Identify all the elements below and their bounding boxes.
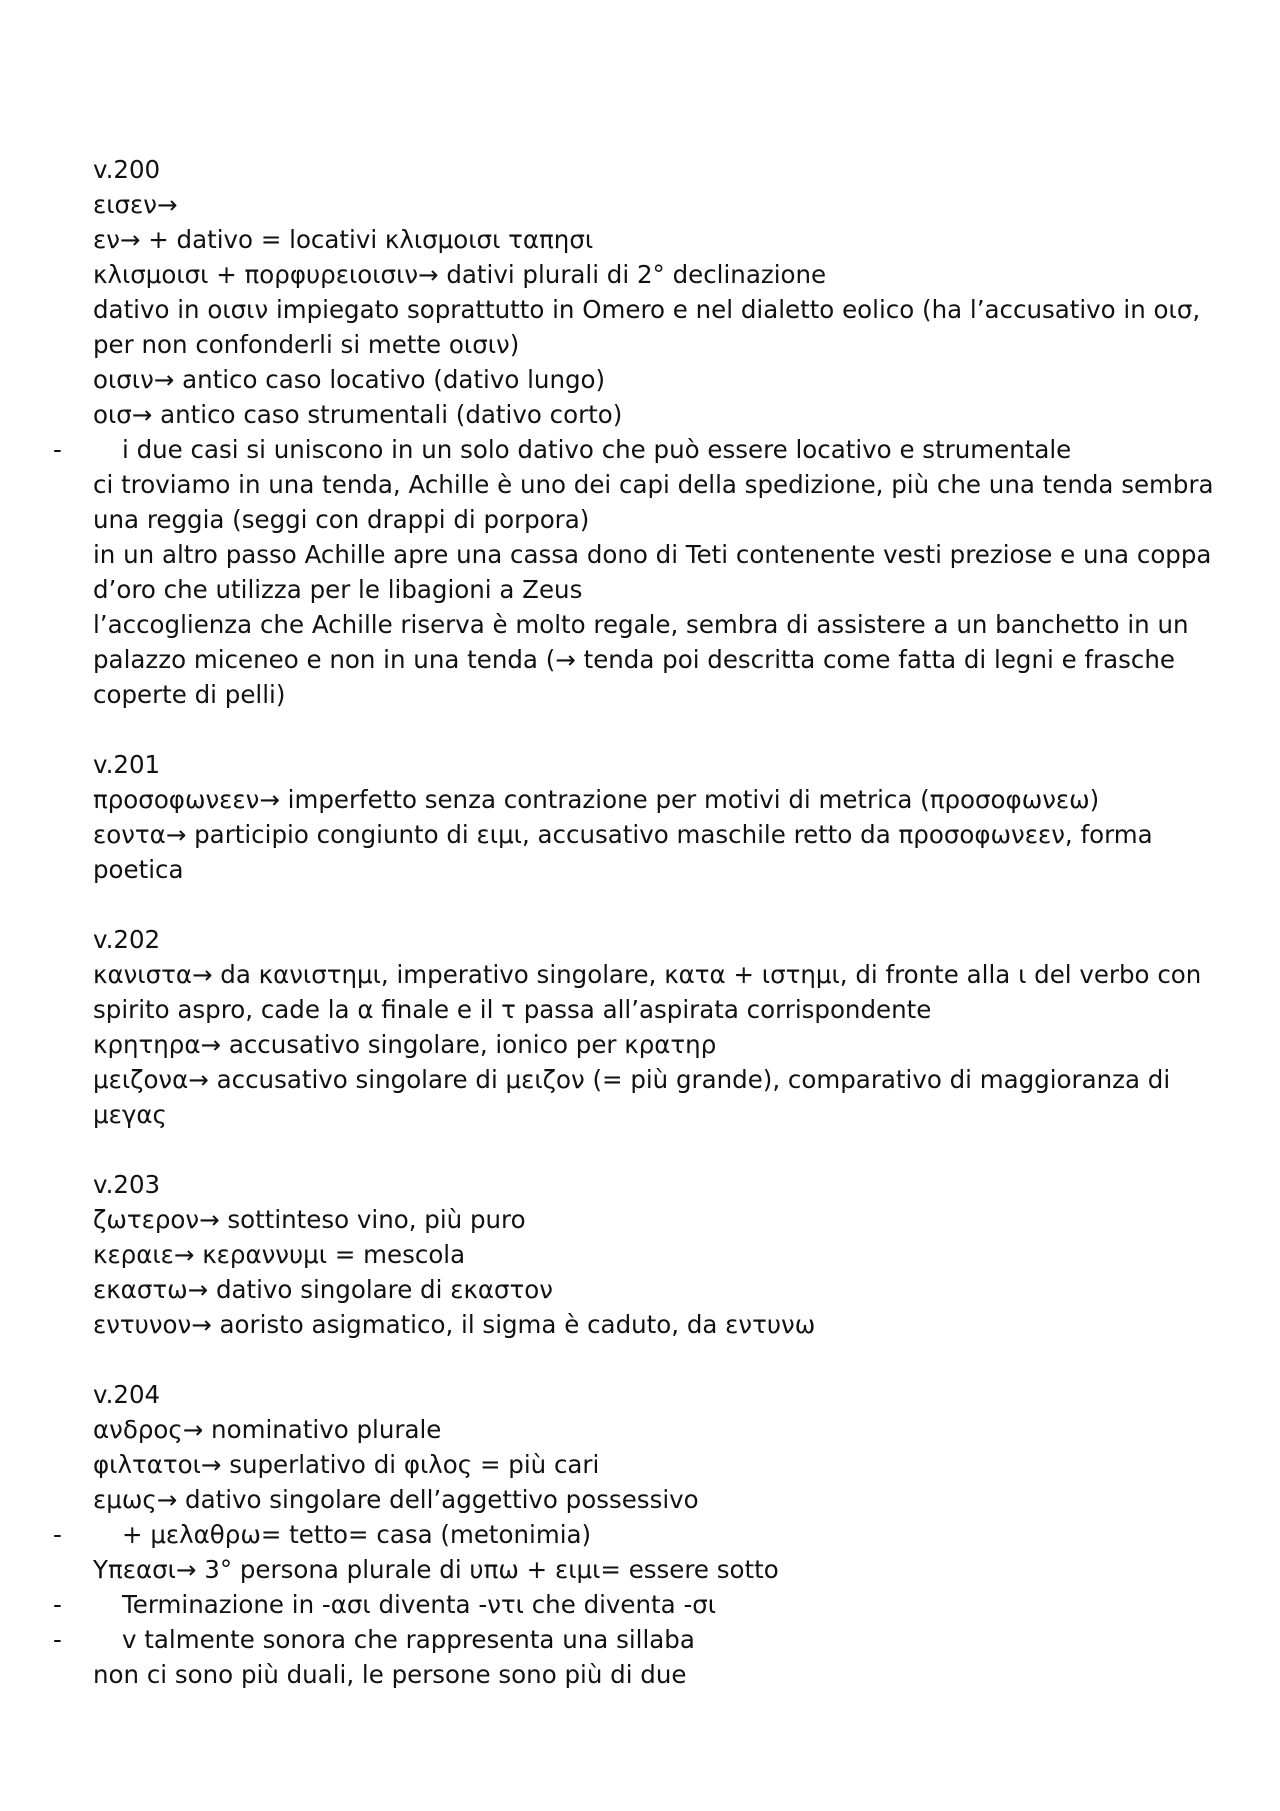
note-line: εοντα→ participio congiunto di ειμι, accusativo maschile retto da προσοφωνεεν, forma poetica: [93, 820, 1153, 884]
note-line: Υπεασι→ 3° persona plurale di υπω + ειμι= essere sotto: [93, 1555, 779, 1584]
verse-section: [93, 1167, 1223, 1342]
note-line: dativo in οισιν impiegato soprattutto in Omero e nel dialetto eolico (ha l’accusativo in οισ, per non confonderli si mette οισιν): [93, 295, 1201, 359]
note-line: κρητηρα→ accusativo singolare, ionico per κρατηρ: [93, 1030, 717, 1059]
note-line: εμως→ dativo singolare dell’aggettivo possessivo: [93, 1485, 699, 1514]
note-line: μειζονα→ accusativo singolare di μειζον (= più grande), comparativo di maggioranza di μεγας: [93, 1065, 1171, 1129]
note-line: φιλτατοι→ superlativo di φιλος = più cari: [93, 1450, 600, 1479]
note-line: εν→ + dativo = locativi κλισμοισι ταπησι: [93, 225, 594, 254]
note-text: + μελαθρω= tetto= casa (metonimia): [122, 1520, 592, 1549]
note-line: κλισμοισι + πορφυρειοισιν→ dativi plurali di 2° declinazione: [93, 260, 827, 289]
note-line: εκαστω→ dativo singolare di εκαστον: [93, 1275, 553, 1304]
bullet-line: [53, 1587, 1223, 1622]
note-text: Terminazione in -ασι diventa -ντι che diventa -σι: [122, 1590, 717, 1619]
verse-heading: v.204: [93, 1380, 161, 1409]
note-line: εντυνον→ aoristo asigmatico, il sigma è caduto, da εντυνω: [93, 1310, 816, 1339]
note-text: i due casi si uniscono in un solo dativo che può essere locativo e strumentale: [122, 435, 1072, 464]
dash-bullet: -: [53, 435, 62, 464]
verse-section: [93, 747, 1223, 887]
bullet-line: [53, 1517, 1223, 1552]
verse-heading: v.200: [93, 155, 161, 184]
bullet-line: [53, 1622, 1223, 1657]
notes-body: [53, 152, 1223, 1727]
bullet-line: [53, 432, 1223, 467]
note-line: ανδρος→ nominativo plurale: [93, 1415, 442, 1444]
verse-heading: v.203: [93, 1170, 161, 1199]
note-line: προσοφωνεεν→ imperfetto senza contrazione per motivi di metrica (προσοφωνεω): [93, 785, 1100, 814]
note-line: non ci sono più duali, le persone sono più di due: [93, 1660, 687, 1689]
dash-bullet: -: [53, 1520, 62, 1549]
note-line: ci troviamo in una tenda, Achille è uno dei capi della spedizione, più che una tenda sembra una reggia (seggi con drappi di porpora): [93, 470, 1214, 534]
verse-section: [53, 1377, 1223, 1692]
verse-heading: v.201: [93, 750, 161, 779]
dash-bullet: -: [53, 1590, 62, 1619]
note-line: l’accoglienza che Achille riserva è molto regale, sembra di assistere a un banchetto in un palazzo miceneo e non in una tenda (→ tenda poi descritta come fatta di legni e frasche coperte di pelli): [93, 610, 1189, 709]
verse-section: [93, 922, 1223, 1132]
note-text: v talmente sonora che rappresenta una sillaba: [122, 1625, 695, 1654]
verse-section: [53, 152, 1223, 712]
dash-bullet: -: [53, 1625, 62, 1654]
note-line: ζωτερον→ sottinteso vino, più puro: [93, 1205, 526, 1234]
note-line: in un altro passo Achille apre una cassa dono di Teti contenente vesti preziose e una coppa d’oro che utilizza per le libagioni a Zeus: [93, 540, 1212, 604]
note-line: κανιστα→ da κανιστημι, imperativo singolare, κατα + ιστημι, di fronte alla ι del verbo con spirito aspro, cade la α finale e il τ passa all’aspirata corrispondente: [93, 960, 1202, 1024]
note-line: οισ→ antico caso strumentali (dativo corto): [93, 400, 623, 429]
note-line: εισεν→: [93, 190, 178, 219]
note-line: κεραιε→ κεραννυμι = mescola: [93, 1240, 466, 1269]
note-line: οισιν→ antico caso locativo (dativo lungo): [93, 365, 606, 394]
verse-heading: v.202: [93, 925, 161, 954]
